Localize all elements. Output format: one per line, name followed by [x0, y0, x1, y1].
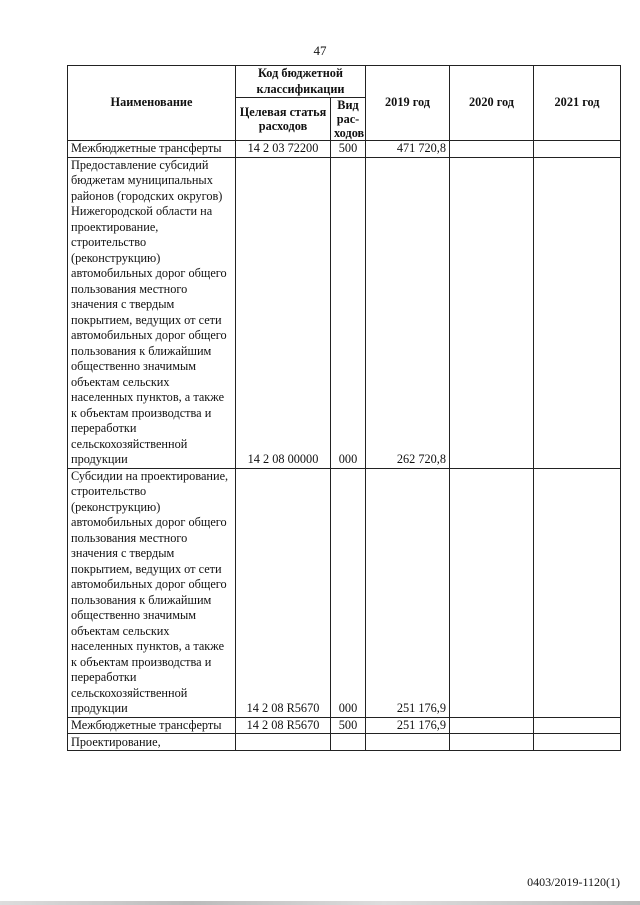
row-2021 — [534, 734, 621, 751]
row-2020 — [450, 468, 534, 717]
row-2019 — [366, 734, 450, 751]
header-classification: Код бюджетной классификации — [236, 66, 366, 98]
header-2020: 2020 год — [450, 66, 534, 141]
row-target-item: 14 2 08 R5670 — [236, 717, 331, 734]
row-2020 — [450, 717, 534, 734]
row-2019: 262 720,8 — [366, 157, 450, 468]
document-code: 0403/2019-1120(1) — [527, 875, 620, 889]
row-target-item: 14 2 08 00000 — [236, 157, 331, 468]
row-target-item: 14 2 08 R5670 — [236, 468, 331, 717]
row-expense-type: 500 — [331, 717, 366, 734]
row-2021 — [534, 141, 621, 158]
row-expense-type — [331, 734, 366, 751]
header-2021: 2021 год — [534, 66, 621, 141]
header-2019: 2019 год — [366, 66, 450, 141]
row-name: Субсидии на проектирование, строительство (реконструкцию) автомобильных дорог общего пользования местного значения с твердым покрытием, ведущих от сети автомобильных дорог общего пользования к ближайшим общественно значимым объектам сельских населенных пунктов, а также к объектам производства и переработки сельскохозяйственной продукции — [68, 468, 236, 717]
row-2019: 251 176,9 — [366, 717, 450, 734]
row-2019: 471 720,8 — [366, 141, 450, 158]
header-expense-type: Вид рас-ходов — [331, 98, 366, 141]
row-2020 — [450, 157, 534, 468]
table-row — [68, 734, 621, 751]
row-2020 — [450, 734, 534, 751]
header-name: Наименование — [68, 66, 236, 141]
row-name: Межбюджетные трансферты — [68, 141, 236, 158]
row-2021 — [534, 468, 621, 717]
row-target-item: 14 2 03 72200 — [236, 141, 331, 158]
row-target-item — [236, 734, 331, 751]
scan-edge-divider — [0, 901, 640, 905]
table-row — [68, 468, 621, 717]
row-2020 — [450, 141, 534, 158]
table-row — [68, 717, 621, 734]
row-name: Межбюджетные трансферты — [68, 717, 236, 734]
row-expense-type: 000 — [331, 468, 366, 717]
header-target-item: Целевая статья расходов — [236, 98, 331, 141]
row-expense-type: 500 — [331, 141, 366, 158]
table-row — [68, 157, 621, 468]
row-expense-type: 000 — [331, 157, 366, 468]
row-name: Проектирование, — [68, 734, 236, 751]
row-2021 — [534, 157, 621, 468]
budget-table — [67, 65, 621, 751]
table-row — [68, 141, 621, 158]
page-number: 47 — [313, 43, 327, 58]
row-name: Предоставление субсидий бюджетам муниципальных районов (городских округов) Нижегородской области на проектирование, строительство (реконструкцию) автомобильных дорог общего пользования местного значения с твердым покрытием, ведущих от сети автомобильных дорог общего пользования к ближайшим общественно значимым объектам сельских населенных пунктов, а также к объектам производства и переработки сельскохозяйственной продукции — [68, 157, 236, 468]
row-2021 — [534, 717, 621, 734]
row-2019: 251 176,9 — [366, 468, 450, 717]
